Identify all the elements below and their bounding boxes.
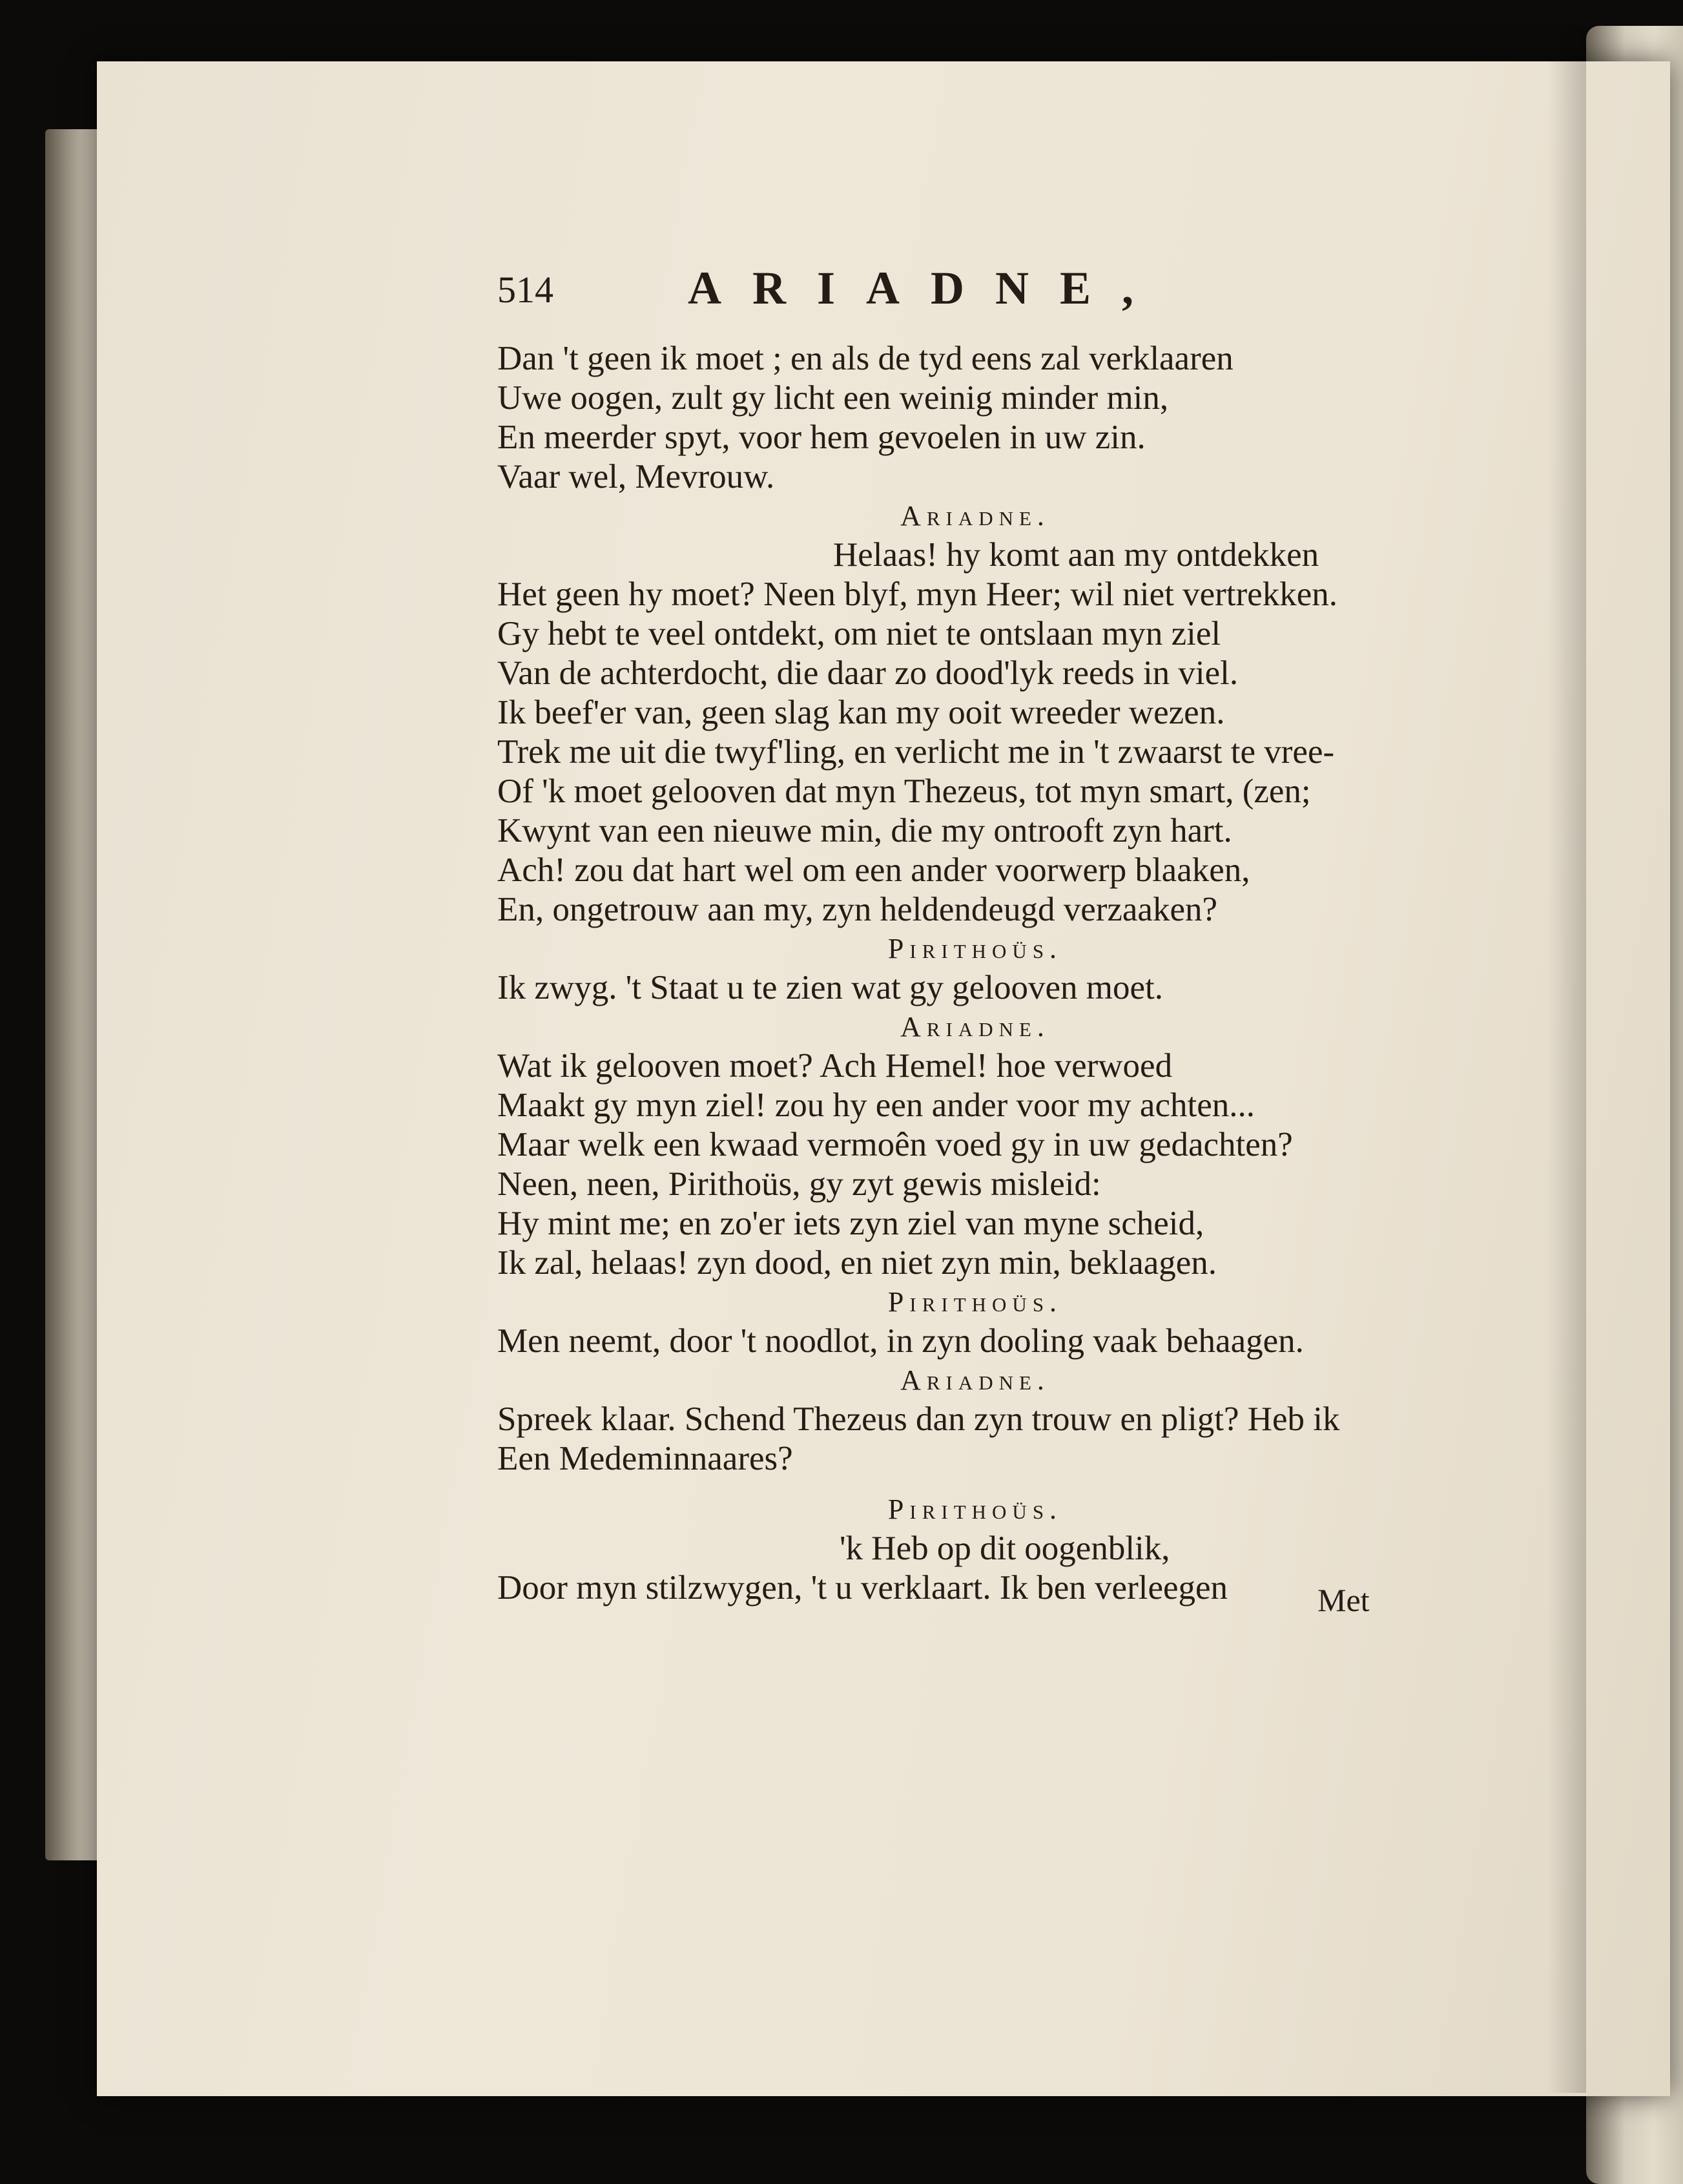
speaker-name: Pirithoüs. bbox=[887, 933, 1063, 964]
gutter-shadow bbox=[1547, 26, 1586, 2093]
verse-line: Helaas! hy komt aan my ontdekken bbox=[833, 536, 1319, 574]
verse-lines bbox=[497, 339, 1414, 1608]
verse-line: Van de achterdocht, die daar zo dood'lyk reeds in viel. bbox=[497, 654, 1239, 692]
speaker-name: Ariadne. bbox=[900, 1011, 1050, 1043]
verse-line: Hy mint me; en zo'er iets zyn ziel van myne scheid, bbox=[497, 1205, 1204, 1242]
verse-line: Ik beef'er van, geen slag kan my ooit wreeder wezen. bbox=[497, 694, 1225, 731]
verse-line: Vaar wel, Mevrouw. bbox=[497, 458, 775, 495]
page-number: 514 bbox=[497, 269, 553, 311]
verse-line: Trek me uit die twyf'ling, en verlicht me in 't zwaarst te vree- bbox=[497, 733, 1335, 771]
verse-line: En meerder spyt, voor hem gevoelen in uw zin. bbox=[497, 419, 1146, 456]
verse-line: Dan 't geen ik moet ; en als de tyd eens zal verklaaren bbox=[497, 340, 1234, 377]
verse-line: Of 'k moet gelooven dat myn Thezeus, tot myn smart, (zen; bbox=[497, 773, 1311, 810]
verse-line: Neen, neen, Pirithoüs, gy zyt gewis misleid: bbox=[497, 1165, 1101, 1203]
speaker-name: Pirithoüs. bbox=[887, 1493, 1063, 1525]
speaker-name: Pirithoüs. bbox=[887, 1286, 1063, 1318]
page-header bbox=[497, 262, 1414, 339]
verse-line: Ach! zou dat hart wel om een ander voorwerp blaaken, bbox=[497, 851, 1250, 889]
speaker-name: Ariadne. bbox=[900, 1364, 1050, 1396]
verse-line: Het geen hy moet? Neen blyf, myn Heer; wil niet vertrekken. bbox=[497, 576, 1337, 613]
catchword: Met bbox=[1317, 1582, 1370, 1618]
verse-line: 'k Heb op dit oogenblik, bbox=[840, 1530, 1170, 1567]
verse-line: En, ongetrouw aan my, zyn heldendeugd verzaaken? bbox=[497, 891, 1217, 928]
verse-line: Een Medeminnaares? bbox=[497, 1440, 793, 1477]
line-gap bbox=[497, 1479, 1414, 1490]
page-text-block bbox=[497, 262, 1414, 1608]
verse-line: Wat ik gelooven moet? Ach Hemel! hoe verwoed bbox=[497, 1047, 1173, 1085]
running-head: ARIADNE, bbox=[688, 262, 1165, 314]
verse-line: Maar welk een kwaad vermoên voed gy in uw gedachten? bbox=[497, 1126, 1293, 1163]
verse-line: Uwe oogen, zult gy licht een weinig minder min, bbox=[497, 379, 1169, 417]
verse-line: Gy hebt te veel ontdekt, om niet te ontslaan myn ziel bbox=[497, 615, 1221, 652]
verse-line: Kwynt van een nieuwe min, die my ontrooft zyn hart. bbox=[497, 812, 1232, 849]
verse-line: Maakt gy myn ziel! zou hy een ander voor my achten... bbox=[497, 1087, 1255, 1124]
verse-line: Ik zwyg. 't Staat u te zien wat gy gelooven moet. bbox=[497, 969, 1163, 1006]
verse-line: Men neemt, door 't noodlot, in zyn dooling vaak behaagen. bbox=[497, 1322, 1304, 1360]
verse-line: Ik zal, helaas! zyn dood, en niet zyn min, beklaagen. bbox=[497, 1244, 1217, 1282]
verse-line: Spreek klaar. Schend Thezeus dan zyn trouw en pligt? Heb ik bbox=[497, 1400, 1340, 1438]
speaker-name: Ariadne. bbox=[900, 500, 1050, 532]
verse-line: Door myn stilzwygen, 't u verklaart. Ik ben verleegen bbox=[497, 1569, 1228, 1607]
